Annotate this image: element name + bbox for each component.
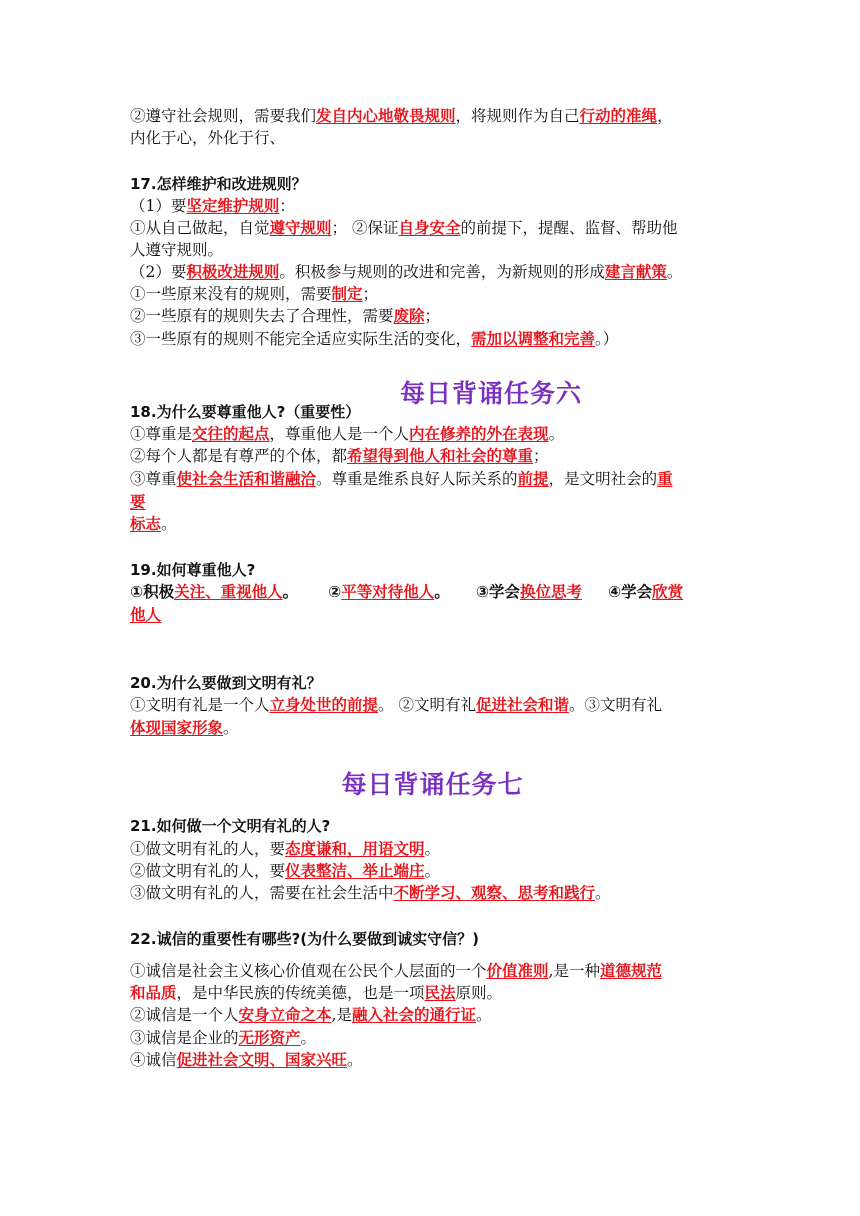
q21-line-1 (130, 838, 735, 860)
q17-line-1 (130, 195, 735, 217)
keyword: 发自内心地敬畏规则 (316, 107, 456, 125)
q22-line-3 (130, 1004, 735, 1026)
text: （2）要 (130, 263, 187, 281)
keyword: 价值准则 (486, 962, 549, 980)
point-16-2 (130, 105, 735, 127)
keyword: 融入社会的通行证 (351, 1006, 476, 1024)
q20-line-2 (130, 717, 735, 739)
keyword: 无形资产 (238, 1029, 301, 1047)
keyword: 制定 (331, 285, 363, 303)
q18-line-4 (130, 491, 735, 513)
text: 。 (424, 862, 441, 880)
text: ，是中华民族的传统美德，也是一项 (176, 984, 425, 1002)
q18-line-1 (130, 423, 735, 445)
text: 。 (161, 515, 177, 533)
text: 。 (434, 583, 450, 601)
text: ② (328, 583, 342, 601)
keyword: 和品质 (130, 984, 177, 1002)
q18-line-2 (130, 445, 735, 467)
text: ①积极 (130, 583, 175, 601)
text: ②遵守社会规则，需要我们 (130, 107, 317, 125)
text: 。） (595, 330, 619, 348)
keyword: 需加以调整和完善 (471, 330, 596, 348)
q22-line-1 (130, 960, 735, 982)
keyword: 安身立命之本 (238, 1006, 332, 1024)
text: 。 ②文明有礼 (378, 696, 476, 714)
text: ④学会 (607, 583, 653, 601)
keyword: 要 (130, 493, 146, 511)
q18-line-5 (130, 513, 735, 535)
keyword: 自身安全 (398, 219, 461, 237)
keyword: 标志 (130, 515, 162, 533)
keyword: 体现国家形象 (130, 719, 224, 737)
text: 内化于心，外化于行、 (130, 129, 286, 147)
keyword: 前提 (517, 470, 549, 488)
text: ； (533, 447, 549, 465)
text: ； ②保证 (331, 219, 399, 237)
keyword: 关注、重视他人 (174, 583, 283, 601)
q17-line-6 (130, 305, 735, 327)
task-seven-heading: 每日背诵任务七 (341, 770, 524, 799)
text: ④诚信 (130, 1051, 177, 1069)
q17-line-7 (130, 328, 735, 350)
q22-line-2 (130, 982, 735, 1004)
keyword: 遵守规则 (269, 219, 332, 237)
q17-line-5 (130, 283, 735, 305)
text: （1）要 (130, 197, 187, 215)
question-22-title: 22.诚信的重要性有哪些?(为什么要做到诚实守信？) (130, 930, 479, 948)
text: 。 (475, 1006, 492, 1024)
q21-line-2 (130, 860, 735, 882)
text: ②做文明有礼的人，要 (130, 862, 286, 880)
text: ①从自己做起，自觉 (130, 219, 270, 237)
text: ①一些原来没有的规则，需要 (130, 285, 332, 303)
text: ②诚信是一个人 (130, 1006, 239, 1024)
keyword: 坚定维护规则 (186, 197, 280, 215)
text: ③一些原有的规则不能完全适应实际生活的变化， (130, 330, 472, 348)
keyword: 内在修养的外在表现 (409, 425, 549, 443)
q19-line-1 (130, 581, 735, 603)
q21-line-3 (130, 882, 735, 904)
q20-line-1 (130, 694, 735, 716)
text: ， (657, 107, 673, 125)
text: 。 (347, 1051, 363, 1069)
text: 。 (666, 263, 683, 281)
text: ②一些原有的规则失去了合理性，需要 (130, 307, 394, 325)
text: 。 (424, 840, 441, 858)
keyword: 仪表整洁、举止端庄 (285, 862, 425, 880)
text: ②每个人都是有尊严的个体，都 (130, 447, 348, 465)
point-16-2-cont (130, 127, 735, 149)
q17-line-3 (130, 239, 735, 261)
text: ； (424, 307, 441, 325)
text: ①文明有礼是一个人 (130, 696, 270, 714)
question-17-title: 17.怎样维护和改进规则？ (130, 175, 307, 193)
text: 。 (595, 884, 611, 902)
keyword: 不断学习、观察、思考和践行 (393, 884, 596, 902)
text: ③诚信是企业的 (130, 1029, 239, 1047)
text: ： (279, 197, 295, 215)
q22-line-4 (130, 1027, 735, 1049)
q18-line-3 (130, 468, 735, 490)
text: 。尊重是维系良好人际关系的 (316, 470, 518, 488)
q17-line-4 (130, 261, 735, 283)
keyword: 废除 (393, 307, 425, 325)
question-20-title: 20.为什么要做到文明有礼？ (130, 674, 322, 692)
text: ①诚信是社会主义核心价值观在公民个人层面的一个 (130, 962, 487, 980)
text: 。 (300, 1029, 317, 1047)
text: ； (362, 285, 379, 303)
text: 。 (548, 425, 565, 443)
text: ,是 (331, 1006, 352, 1024)
text: 的前提下，提醒、监督、帮助他 (460, 219, 678, 237)
keyword: 平等对待他人 (341, 583, 435, 601)
keyword: 民法 (424, 984, 456, 1002)
keyword: 使社会生活和谐融洽 (176, 470, 317, 488)
keyword: 道德规范 (599, 962, 662, 980)
keyword: 他人 (130, 606, 162, 624)
keyword: 促进社会文明、国家兴旺 (176, 1051, 348, 1069)
text: ，将规则作为自己 (455, 107, 580, 125)
q17-line-2 (130, 217, 735, 239)
keyword: 积极改进规则 (186, 263, 280, 281)
text: 。积极参与规则的改进和完善，为新规则的形成 (279, 263, 605, 281)
keyword: 态度谦和，用语文明 (285, 840, 425, 858)
question-21-title: 21.如何做一个文明有礼的人? (130, 817, 331, 835)
keyword: 交往的起点 (192, 425, 270, 443)
keyword: 希望得到他人和社会的尊重 (347, 447, 534, 465)
text: 人遵守规则。 (130, 241, 224, 259)
keyword: 建言献策 (604, 263, 667, 281)
keyword: 换位思考 (519, 583, 582, 601)
text: ③尊重 (130, 470, 177, 488)
task-six-heading: 每日背诵任务六 (400, 379, 583, 408)
text: ①尊重是 (130, 425, 193, 443)
keyword: 立身处世的前提 (269, 696, 379, 714)
question-19-title: 19.如何尊重他人? (130, 561, 256, 579)
q19-line-2 (130, 604, 735, 626)
keyword: 重 (657, 470, 673, 488)
keyword: 促进社会和谐 (475, 696, 569, 714)
text: 。 (282, 583, 299, 601)
text: 。 (223, 719, 239, 737)
text: ，是文明社会的 (548, 470, 658, 488)
text: 。③文明有礼 (568, 696, 662, 714)
text: ①做文明有礼的人，要 (130, 840, 286, 858)
text: ③做文明有礼的人，需要在社会生活中 (130, 884, 394, 902)
text: ，尊重他人是一个人 (269, 425, 410, 443)
keyword: 行动的准绳 (579, 107, 658, 125)
keyword: 欣赏 (652, 583, 684, 601)
question-18-title: 18.为什么要尊重他人?（重要性） (130, 403, 361, 421)
text: ,是一种 (548, 962, 600, 980)
q22-line-5 (130, 1049, 735, 1071)
text: ③学会 (475, 583, 520, 601)
text: 原则。 (455, 984, 503, 1002)
